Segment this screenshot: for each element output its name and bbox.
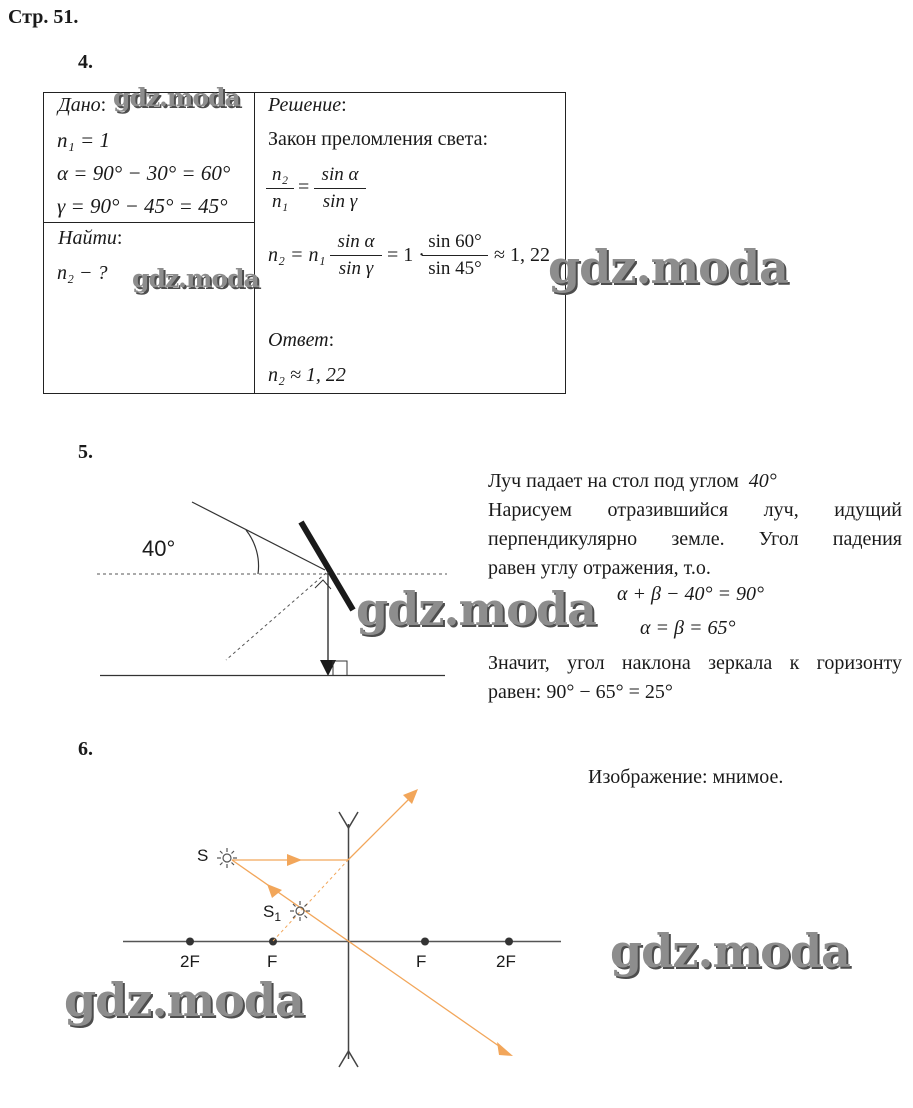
- point-f-left: [269, 938, 277, 946]
- page-header: Стр. 51.: [8, 6, 79, 28]
- ray-refracted-up: [348, 794, 414, 860]
- answer-heading: [268, 329, 334, 352]
- watermark: gdz.moda: [356, 582, 596, 636]
- eq2-fraction-1-denominator: sin γ: [338, 258, 374, 279]
- watermark: gdz.moda: [610, 924, 850, 978]
- label-s1-letter: S: [263, 902, 275, 921]
- reflected-ray-arrow: [320, 660, 336, 676]
- eq1-right-fraction: [314, 164, 366, 213]
- mirror-diagram: [0, 460, 470, 690]
- eq1-left-fraction: [266, 164, 294, 213]
- find-label: Найти: [58, 227, 117, 249]
- angle-label: 40°: [142, 536, 176, 561]
- task5-line1: [488, 470, 777, 493]
- ray-extension-dashed: [273, 860, 348, 941]
- label-s1-subscript: 1: [274, 910, 282, 924]
- image-s1-icon: [290, 901, 310, 921]
- eq2-fraction-1-numerator: sin α: [337, 231, 375, 252]
- eq2-fraction-2-numerator: sin 60°: [428, 231, 482, 252]
- eq2-fraction-1: [330, 231, 382, 280]
- task5-line2: Нарисуем отразившийся луч, идущий: [488, 499, 902, 521]
- eq1-left-denominator: n₁: [271, 191, 289, 212]
- watermark: gdz.moda: [113, 83, 240, 112]
- solution-label: Решение: [268, 94, 342, 116]
- task5-number: 5.: [78, 441, 93, 463]
- given-n1: n₁ = 1: [57, 128, 110, 152]
- eq1-right-denominator: sin γ: [322, 191, 358, 212]
- answer-label: Ответ: [268, 329, 329, 351]
- label-s1: [263, 902, 281, 924]
- eq2-middle: = 1 ·: [387, 244, 425, 266]
- eq2-fraction-2: [422, 231, 488, 280]
- answer-colon: :: [328, 329, 335, 351]
- eq2-result: ≈ 1, 22: [494, 244, 550, 266]
- answer-value: n₂ ≈ 1, 22: [268, 364, 346, 386]
- eq1-left-numerator: n₂: [271, 164, 289, 185]
- source-s-icon: [217, 848, 237, 868]
- given-alpha: α = 90° − 30° = 60°: [57, 161, 231, 185]
- eq1-right-numerator: sin α: [321, 164, 359, 185]
- task5-line1-text: Луч падает на стол под углом: [488, 470, 739, 492]
- given-label: Дано: [58, 94, 101, 116]
- mirror: [301, 522, 353, 610]
- ray-refracted-up-arrow: [403, 789, 418, 804]
- task5-eq1: α + β − 40° = 90°: [617, 583, 764, 605]
- label-f-right: F: [416, 952, 427, 971]
- ray-parallel-arrow: [287, 854, 302, 866]
- watermark: gdz.moda: [132, 264, 259, 293]
- given-heading: [58, 94, 106, 117]
- given-colon: :: [100, 94, 107, 116]
- task4-number: 4.: [78, 51, 93, 73]
- angle-arc: [246, 530, 259, 574]
- eq1-equals: =: [298, 176, 310, 198]
- find-colon: :: [116, 227, 123, 249]
- ray-center-arrow-2: [497, 1042, 513, 1056]
- given-gamma: γ = 90° − 45° = 45°: [57, 194, 228, 218]
- watermark: gdz.moda: [548, 240, 788, 294]
- task5-line3: перпендикулярно земле. Угол падения: [488, 528, 902, 550]
- point-f-right: [421, 938, 429, 946]
- task5-line4: равен углу отражения, т.о.: [488, 557, 711, 579]
- right-angle-mark-ground: [333, 661, 347, 675]
- task5-line5: Значит, угол наклона зеркала к горизонту: [488, 652, 902, 674]
- task6-result: Изображение: мнимое.: [588, 766, 784, 788]
- lens-diagram: [0, 780, 600, 1080]
- task5-eq2: α = β = 65°: [640, 617, 736, 639]
- watermark: gdz.moda: [64, 973, 304, 1027]
- find-heading: [58, 227, 122, 250]
- label-s: S: [197, 846, 209, 865]
- normal-dashed-line: [226, 573, 326, 660]
- label-f-left: F: [267, 952, 278, 971]
- task5-line6: равен: 90° − 65° = 25°: [488, 681, 673, 703]
- find-value: n₂ − ?: [57, 262, 108, 284]
- solution-heading: [268, 94, 347, 117]
- label-2f-left: 2F: [180, 952, 200, 971]
- eq2-lhs: n₂ = n₁: [268, 244, 326, 266]
- refraction-law: Закон преломления света:: [268, 128, 489, 150]
- point-2f-left: [186, 938, 194, 946]
- point-2f-right: [505, 938, 513, 946]
- eq2-fraction-2-denominator: sin 45°: [428, 258, 482, 279]
- label-2f-right: 2F: [496, 952, 516, 971]
- solution-colon: :: [341, 94, 347, 116]
- task6-number: 6.: [78, 738, 93, 760]
- task5-line1-angle: 40°: [748, 470, 777, 492]
- ray-center-arrow-1: [267, 884, 282, 898]
